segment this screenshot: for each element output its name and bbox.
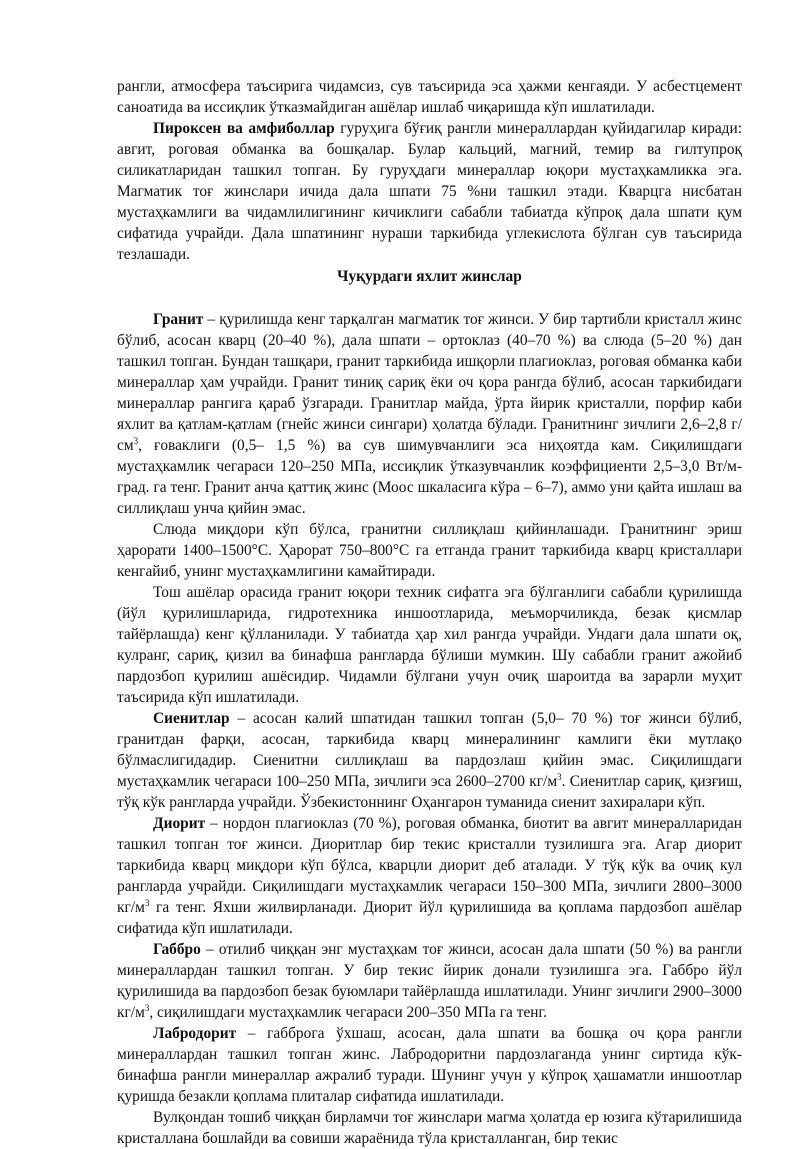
section-heading: Чуқурдаги яхлит жинслар <box>337 268 522 285</box>
term-syenite: Сиенитлар <box>153 710 230 727</box>
paragraph-asbestos-end: рангли, атмосфера таъсирига чидамсиз, сув таъсирида эса ҳажми кенгаяди. У асбестцемент саноатида ва иссиқлик ўтказмайдиган ашёлар ишлаб чиқаришда кўп ишлатилади. <box>117 78 742 116</box>
body-text <box>117 76 742 1149</box>
paragraph-granite <box>117 309 742 519</box>
paragraph-text: – қурилишда кенг тарқалган магматик тоғ жинси. У бир тартибли кристалл жинс бўлиб, асосан кварц (20–40 %), дала шпати – ортоклаз (40–70 %) ва слюда (5–20 %) дан ташкил топган. Бундан ташқари, гранит таркибида ишқорли плагиоклаз, роговая обманка каби минераллар ҳам учрайди. Гранит тиниқ сариқ ёки оч қора рангда бўлиб, асосан таркибидаги минераллар рангига қараб ўзгаради. Гранитлар майда, ўрта йирик кристалли, порфир каби яхлит ва қатлам-қатлам (гнейс жинси сингари) ҳолатда бўлади. Гранитнинг зичлиги 2,6–2,8 г/см <box>117 311 742 454</box>
term-granite: Гранит <box>153 311 204 328</box>
paragraph-mica: Слюда миқдори кўп бўлса, гранитни силлиқлаш қийинлашади. Гранитнинг эриш ҳарорати 1400–1500°С. Ҳарорат 750–800°С га етганда гранит таркибида кварц кристаллари кенгайиб, унинг мустаҳкамлигини камайтиради. <box>117 521 742 580</box>
paragraph-gabbro <box>117 939 742 1023</box>
term-diorite: Диорит <box>153 815 206 832</box>
term-gabbro: Габбро <box>153 941 201 958</box>
paragraph-syenite <box>117 708 742 813</box>
superscript: 3 <box>557 772 562 782</box>
paragraph-text: – габброга ўхшаш, асосан, дала шпати ва бошқа оч қора рангли минераллардан ташкил топган жинс. Лабродоритни пардозлаганда унинг сиртида кўк-бинафша рангли минераллар ажралиб туради. Шунинг учун у кўпроқ ҳашаматли иншоотлар қуришда безакли қоплама плиталар сифатида ишлатилади. <box>117 1025 742 1105</box>
paragraph-volcanic: Вулқондан тошиб чиққан бирламчи тоғ жинслари магма ҳолатда ер юзига кўтарилишида кристаллана бошлайди ва совиши жараёнида тўла кристалланган, бир текис <box>117 1109 742 1147</box>
paragraph-text: – асосан калий шпатидан ташкил топган (5,0– 70 %) тоғ жинси бўлиб, гранитдан фарқи, асосан, таркибида кварц минералининг камлиги ёки мутлақо бўлмаслигидадир. Сиенитни силлиқлаш ва пардозлаш қийин эмас. Сиқилишдаги мустаҳкамлик чегараси 100–250 МПа, зичлиги эса 2600–2700 кг/м <box>117 710 742 790</box>
term-pyroxene: Пироксен ва амфиболлар <box>153 120 335 137</box>
paragraph-text: гуруҳига бўғиқ рангли минераллардан қуйидагилар киради: авгит, роговая обманка ва бошқалар. Булар кальций, магний, темир ва гилтупроқ силикатларидан ташкил топган. Бу гуруҳдаги минераллар юқори мустаҳкамликка эга. Магматик тоғ жинслари ичида дала шпати 75 %ни ташкил этади. Кварцга нисбатан мустаҳкамлиги ва чидамлилигининг кичиклиги сабабли табиатда кўпроқ дала шпати қум сифатида учрайди. Дала шпатининг нураши таркибида углекислота бўлган сув таъсирида тезлашади. <box>117 120 742 263</box>
paragraph-text: – нордон плагиоклаз (70 %), роговая обманка, биотит ва авгит минералларидан ташкил топган тоғ жинси. Диоритлар бир текис кристалли тузилишга эга. Агар диорит таркибида кварц миқдори кўп бўлса, кварцли диорит деб аталади. У тўқ кўк ва очиқ кул рангларда учрайди. Сиқилишдаги мустаҳкамлик чегараси 150–300 МПа, зичлиги 2800–3000 кг/м <box>117 815 742 916</box>
superscript: 3 <box>144 898 150 908</box>
paragraph-pyroxene <box>117 118 742 265</box>
paragraph-diorite <box>117 813 742 939</box>
paragraph-text: , сиқилишдаги мустаҳкамлик чегараси 200–350 МПа га тенг. <box>149 1004 547 1021</box>
superscript: 3 <box>133 436 139 446</box>
paragraph-text: – отилиб чиққан энг мустаҳкам тоғ жинси, асосан дала шпати (50 %) ва рангли минераллардан ташкил топган. У бир текис йирик донали тузилишга эга. Габбро йўл қурилишида ва пардозбоп безак буюмлари тайёрлашда ишлатилади. Унинг зичлиги 2900–3000 кг/м <box>117 941 742 1021</box>
paragraph-labradorite <box>117 1023 742 1107</box>
paragraph-text: , ғоваклиги (0,5– 1,5 %) ва сув шимувчанлиги эса ниҳоятда кам. Сиқилишдаги мустаҳкамлик чегараси 120–250 МПа, иссиқлик ўтказувчанлик коэффициенти 2,5–3,0 Вт/м-град. га тенг. Гранит анча қаттиқ жинс (Моос шкаласига кўра – 6–7), аммо уни қайта ишлаш ва силлиқлаш унча қийин эмас. <box>117 437 742 517</box>
paragraph-text: га тенг. Яхши жилвирланади. Диорит йўл қурилишида ва қоплама пардозбоп ашёлар сифатида кўп ишлатилади. <box>117 899 742 937</box>
term-labradorite: Лабродорит <box>153 1025 237 1042</box>
superscript: 3 <box>144 1003 150 1013</box>
paragraph-text: . Сиенитлар сариқ, қизғиш, тўқ кўк рангларда учрайди. Ўзбекистоннинг Оҳангарон туманида сиенит захиралари кўп. <box>117 773 742 811</box>
paragraph-granite-usage: Тош ашёлар орасида гранит юқори техник сифатга эга бўлганлиги сабабли қурилишда (йўл қурилишларида, гидротехника иншоотларида, меъморчиликда, безак қисмлар тайёрлашда) кенг қўлланилади. У табиатда ҳар хил рангда учрайди. Ундаги дала шпати оқ, кулранг, сариқ, қизил ва бинафша рангларда бўлиши мумкин. Шу сабабли гранит ажойиб пардозбоп қурилиш ашёсидир. Чидамли бўлгани учун очиқ шароитда ва зарарли муҳит таъсирида кўп ишлатилади. <box>117 584 742 706</box>
